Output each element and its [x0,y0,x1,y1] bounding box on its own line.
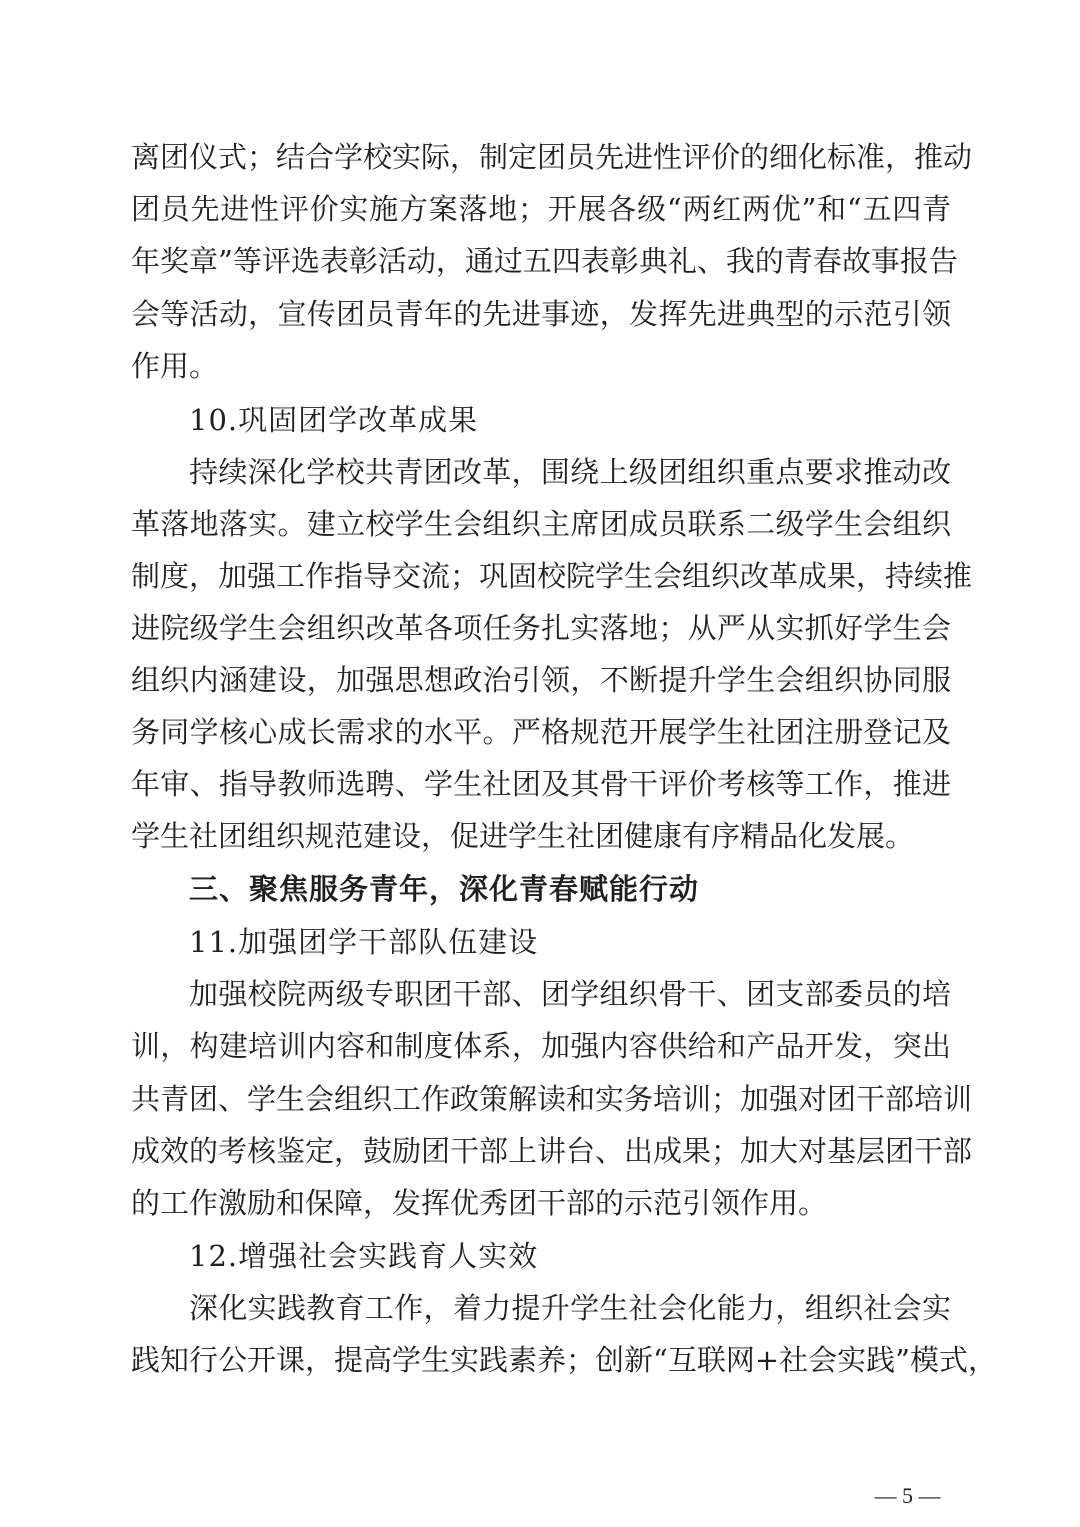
paragraph-line: 务同学核心成长需求的水平。严格规范开展学生社团注册登记及 [131,715,951,749]
page-number: — 5 — [874,1483,941,1508]
paragraph-line: 年审、指导教师选聘、学生社团及其骨干评价考核等工作，推进 [131,767,951,801]
paragraph-line: 持续深化学校共青团改革，围绕上级团组织重点要求推动改 [189,455,951,489]
paragraph-line: 加强校院两级专职团干部、团学组织骨干、团支部委员的培 [189,977,951,1011]
paragraph-line: 会等活动，宣传团员青年的先进事迹，发挥先进典型的示范引领 [131,297,951,331]
paragraph-line: 年奖章”等评选表彰活动，通过五四表彰典礼、我的青春故事报告 [131,244,958,278]
paragraph-line: 成效的考核鉴定，鼓励团干部上讲台、出成果；加大对基层团干部 [131,1134,973,1168]
paragraph-line: 训，构建培训内容和制度体系，加强内容供给和产品开发，突出 [131,1029,951,1063]
paragraph-line: 制度，加强工作指导交流；巩固校院学生会组织改革成果，持续推 [131,559,973,593]
paragraph-line: 的工作激励和保障，发挥优秀团干部的示范引领作用。 [131,1186,828,1220]
paragraph-line: 学生社团组织规范建设，促进学生社团健康有序精品化发展。 [131,819,915,853]
paragraph-line: 共青团、学生会组织工作政策解读和实务培训；加强对团干部培训 [131,1082,973,1116]
paragraph-line: 深化实践教育工作，着力提升学生社会化能力，组织社会实 [189,1291,951,1325]
subheading-12: 12.增强社会实践育人实效 [189,1239,539,1273]
paragraph-line: 进院级学生会组织改革各项任务扎实落地；从严从实抓好学生会 [131,611,951,645]
paragraph-line: 作用。 [131,349,219,383]
paragraph-line: 团员先进性评价实施方案落地；开展各级“两红两优”和“五四青 [131,192,951,226]
subheading-11: 11.加强团学干部队伍建设 [189,925,539,959]
paragraph-line: 践知行公开课，提高学生实践素养；创新“互联网+社会实践”模式， [131,1343,997,1377]
paragraph-line: 离团仪式；结合学校实际，制定团员先进性评价的细化标准，推动 [131,140,973,174]
paragraph-line: 革落地落实。建立校学生会组织主席团成员联系二级学生会组织 [131,507,951,541]
section-heading-3: 三、聚焦服务青年，深化青春赋能行动 [189,872,700,906]
subheading-10: 10.巩固团学改革成果 [189,403,479,437]
paragraph-line: 组织内涵建设，加强思想政治引领，不断提升学生会组织协同服 [131,663,951,697]
